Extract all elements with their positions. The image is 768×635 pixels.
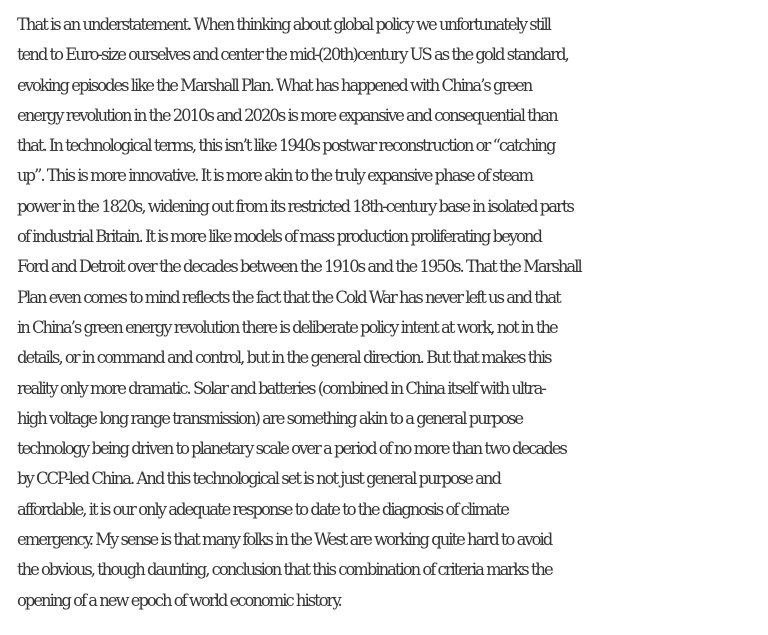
paragraph-line: that. In technological terms, this isn’t like 1940s postwar reconstruction or “catching xyxy=(17,136,555,156)
paragraph-line: Plan even comes to mind reflects the fact that the Cold War has never left us and that xyxy=(17,287,560,307)
paragraph-line: details, or in command and control, but in the general direction. But that makes this xyxy=(17,348,551,368)
article-paragraph xyxy=(17,10,768,616)
paragraph-line: by CCP-led China. And this technological set is not just general purpose and xyxy=(17,469,500,489)
paragraph-line: energy revolution in the 2010s and 2020s is more expansive and consequential than xyxy=(17,105,557,125)
paragraph-line: of industrial Britain. It is more like models of mass production proliferating beyond xyxy=(17,227,541,247)
paragraph-line: Ford and Detroit over the decades between the 1910s and the 1950s. That the Marshall xyxy=(17,257,581,277)
paragraph-line: That is an understatement. When thinking about global policy we unfortunately still xyxy=(17,15,551,34)
paragraph-line: high voltage long range transmission) are something akin to a general purpose xyxy=(17,408,523,428)
paragraph-line: technology being driven to planetary scale over a period of no more than two decades xyxy=(17,439,566,459)
paragraph-line: tend to Euro-size ourselves and center the mid-(20th)century US as the gold standard, xyxy=(17,45,568,65)
paragraph-line: up”. This is more innovative. It is more akin to the truly expansive phase of steam xyxy=(17,166,532,186)
paragraph-line: in China’s green energy revolution there is deliberate policy intent at work, not in the xyxy=(17,317,557,337)
paragraph-line: power in the 1820s, widening out from its restricted 18th-century base in isolated parts xyxy=(17,196,573,216)
paragraph-line: opening of a new epoch of world economic history. xyxy=(17,590,341,610)
paragraph-line: emergency. My sense is that many folks in the West are working quite hard to avoid xyxy=(17,530,552,550)
paragraph-line: reality only more dramatic. Solar and batteries (combined in China itself with ultra- xyxy=(17,378,545,398)
paragraph-line: evoking episodes like the Marshall Plan. What has happened with China’s green xyxy=(17,75,532,95)
paragraph-line: the obvious, though daunting, conclusion that this combination of criteria marks the xyxy=(17,560,552,580)
paragraph-line: affordable, it is our only adequate response to date to the diagnosis of climate xyxy=(17,499,508,519)
